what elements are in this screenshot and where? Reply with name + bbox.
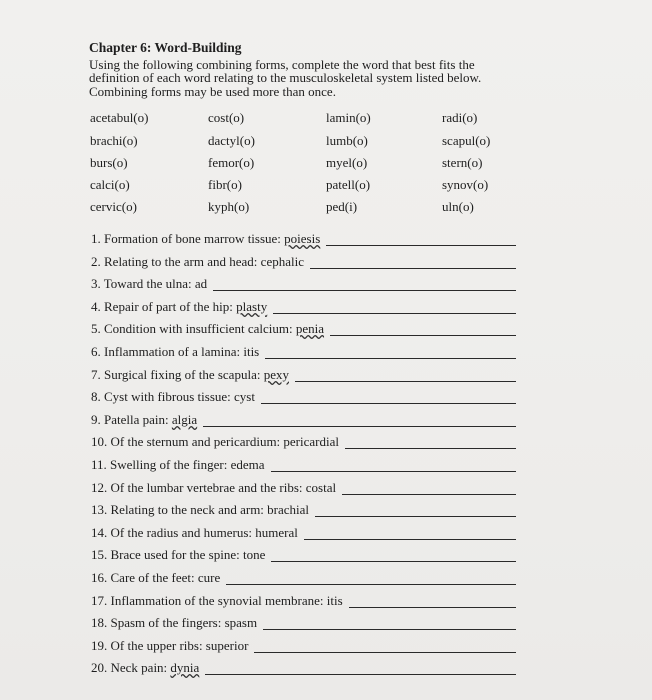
question-prompt: Inflammation of the synovial membrane: itis bbox=[110, 593, 343, 608]
question-number: 1. bbox=[91, 231, 101, 246]
question-number: 8. bbox=[91, 389, 101, 404]
question-number: 3. bbox=[91, 276, 101, 291]
answer-blank[interactable] bbox=[213, 290, 516, 291]
question-row bbox=[91, 321, 516, 339]
question-row bbox=[91, 502, 516, 520]
question-prompt: Relating to the neck and arm: brachial bbox=[110, 502, 310, 517]
combining-form: ped(i) bbox=[326, 199, 358, 214]
answer-blank[interactable] bbox=[203, 426, 516, 427]
question-number: 18. bbox=[91, 615, 108, 630]
question-number: 16. bbox=[91, 570, 108, 585]
answer-blank[interactable] bbox=[273, 313, 516, 314]
answer-blank[interactable] bbox=[254, 652, 516, 653]
question-number: 14. bbox=[91, 525, 108, 540]
question-text bbox=[91, 480, 336, 496]
question-row bbox=[91, 254, 516, 272]
question-prompt: Inflammation of a lamina: itis bbox=[104, 344, 260, 359]
question-prompt: Cyst with fibrous tissue: cyst bbox=[104, 389, 255, 404]
combining-form: femor(o) bbox=[208, 155, 255, 170]
handwritten-suffix: plasty bbox=[236, 299, 268, 314]
answer-blank[interactable] bbox=[330, 335, 516, 336]
question-text bbox=[91, 502, 309, 518]
combining-form: synov(o) bbox=[442, 177, 489, 192]
handwritten-suffix: poiesis bbox=[284, 231, 321, 246]
answer-blank[interactable] bbox=[345, 448, 516, 449]
question-row bbox=[91, 344, 516, 362]
question-text bbox=[91, 412, 197, 428]
handwritten-suffix: penia bbox=[295, 321, 325, 336]
question-text bbox=[91, 547, 265, 563]
question-prompt: Of the radius and humerus: humeral bbox=[110, 525, 298, 540]
combining-form: lumb(o) bbox=[326, 133, 368, 148]
combining-form: kyph(o) bbox=[208, 199, 250, 214]
question-row bbox=[91, 457, 516, 475]
answer-blank[interactable] bbox=[349, 607, 516, 608]
answer-blank[interactable] bbox=[265, 358, 516, 359]
question-row bbox=[91, 615, 516, 633]
question-row bbox=[91, 367, 516, 385]
question-row bbox=[91, 660, 516, 678]
question-row bbox=[91, 638, 516, 656]
question-number: 15. bbox=[91, 547, 108, 562]
question-prompt: Surgical fixing of the scapula: bbox=[104, 367, 261, 382]
question-prompt: Relating to the arm and head: cephalic bbox=[104, 254, 304, 269]
question-number: 5. bbox=[91, 321, 101, 336]
question-number: 13. bbox=[91, 502, 108, 517]
question-row bbox=[91, 434, 516, 452]
question-text bbox=[91, 344, 259, 360]
combining-form: radi(o) bbox=[442, 110, 478, 125]
question-prompt: Swelling of the finger: edema bbox=[110, 457, 265, 472]
question-number: 6. bbox=[91, 344, 101, 359]
combining-form: burs(o) bbox=[90, 155, 128, 170]
question-number: 10. bbox=[91, 434, 108, 449]
question-number: 4. bbox=[91, 299, 101, 314]
question-row bbox=[91, 412, 516, 430]
question-prompt: Of the sternum and pericardium: pericardial bbox=[110, 434, 339, 449]
question-text bbox=[91, 434, 339, 450]
question-prompt: Of the lumbar vertebrae and the ribs: costal bbox=[110, 480, 337, 495]
question-row bbox=[91, 593, 516, 611]
question-prompt: Care of the feet: cure bbox=[110, 570, 221, 585]
question-text bbox=[91, 638, 248, 654]
question-row bbox=[91, 276, 516, 294]
answer-blank[interactable] bbox=[261, 403, 516, 404]
question-row bbox=[91, 389, 516, 407]
question-prompt: Neck pain: bbox=[110, 660, 168, 675]
question-prompt: Formation of bone marrow tissue: bbox=[104, 231, 281, 246]
combining-form: dactyl(o) bbox=[208, 133, 255, 148]
answer-blank[interactable] bbox=[310, 268, 516, 269]
question-prompt: Spasm of the fingers: spasm bbox=[110, 615, 258, 630]
combining-form: scapul(o) bbox=[442, 133, 491, 148]
question-text bbox=[91, 570, 220, 586]
question-text bbox=[91, 660, 199, 676]
question-text bbox=[91, 231, 320, 247]
question-row bbox=[91, 570, 516, 588]
handwritten-suffix: pexy bbox=[263, 367, 289, 382]
question-row bbox=[91, 231, 516, 249]
answer-blank[interactable] bbox=[304, 539, 516, 540]
question-text bbox=[91, 615, 257, 631]
question-number: 19. bbox=[91, 638, 108, 653]
question-text bbox=[91, 593, 343, 609]
answer-blank[interactable] bbox=[263, 629, 516, 630]
answer-blank[interactable] bbox=[226, 584, 516, 585]
question-prompt: Condition with insufficient calcium: bbox=[104, 321, 293, 336]
question-number: 12. bbox=[91, 480, 108, 495]
handwritten-suffix: algia bbox=[171, 412, 198, 427]
question-text bbox=[91, 276, 207, 292]
question-row bbox=[91, 480, 516, 498]
question-text bbox=[91, 367, 289, 383]
answer-blank[interactable] bbox=[205, 674, 516, 675]
combining-form: stern(o) bbox=[442, 155, 483, 170]
instructions-line-2: definition of each word relating to the musculoskeletal system listed below. bbox=[89, 70, 482, 85]
question-number: 20. bbox=[91, 660, 108, 675]
chapter-title: Chapter 6: Word-Building bbox=[89, 40, 242, 55]
question-text bbox=[91, 254, 304, 270]
question-row bbox=[91, 547, 516, 565]
combining-form: acetabul(o) bbox=[90, 110, 149, 125]
combining-form: brachi(o) bbox=[90, 133, 138, 148]
question-prompt: Repair of part of the hip: bbox=[104, 299, 233, 314]
question-text bbox=[91, 525, 298, 541]
combining-form: fibr(o) bbox=[208, 177, 242, 192]
question-prompt: Patella pain: bbox=[104, 412, 169, 427]
instructions-line-1: Using the following combining forms, complete the word that best fits the bbox=[89, 57, 475, 72]
question-text bbox=[91, 389, 255, 405]
question-prompt: Of the upper ribs: superior bbox=[110, 638, 249, 653]
answer-blank[interactable] bbox=[271, 471, 516, 472]
question-number: 11. bbox=[91, 457, 107, 472]
question-row bbox=[91, 299, 516, 317]
question-prompt: Toward the ulna: ad bbox=[103, 276, 208, 291]
answer-blank[interactable] bbox=[271, 561, 516, 562]
combining-form: cost(o) bbox=[208, 110, 245, 125]
combining-form: cervic(o) bbox=[90, 199, 137, 214]
combining-form: myel(o) bbox=[326, 155, 368, 170]
question-number: 17. bbox=[91, 593, 108, 608]
answer-blank[interactable] bbox=[295, 381, 516, 382]
instructions-line-3: Combining forms may be used more than once. bbox=[89, 84, 336, 99]
combining-form: lamin(o) bbox=[326, 110, 371, 125]
question-number: 9. bbox=[91, 412, 101, 427]
question-row bbox=[91, 525, 516, 543]
question-text bbox=[91, 321, 324, 337]
answer-blank[interactable] bbox=[315, 516, 516, 517]
question-text bbox=[91, 299, 267, 315]
combining-form: calci(o) bbox=[90, 177, 130, 192]
question-prompt: Brace used for the spine: tone bbox=[110, 547, 266, 562]
question-text bbox=[91, 457, 265, 473]
combining-form: patell(o) bbox=[326, 177, 371, 192]
handwritten-suffix: dynia bbox=[170, 660, 200, 675]
answer-blank[interactable] bbox=[326, 245, 516, 246]
combining-form: uln(o) bbox=[442, 199, 474, 214]
answer-blank[interactable] bbox=[342, 494, 516, 495]
question-number: 2. bbox=[91, 254, 101, 269]
question-number: 7. bbox=[91, 367, 101, 382]
